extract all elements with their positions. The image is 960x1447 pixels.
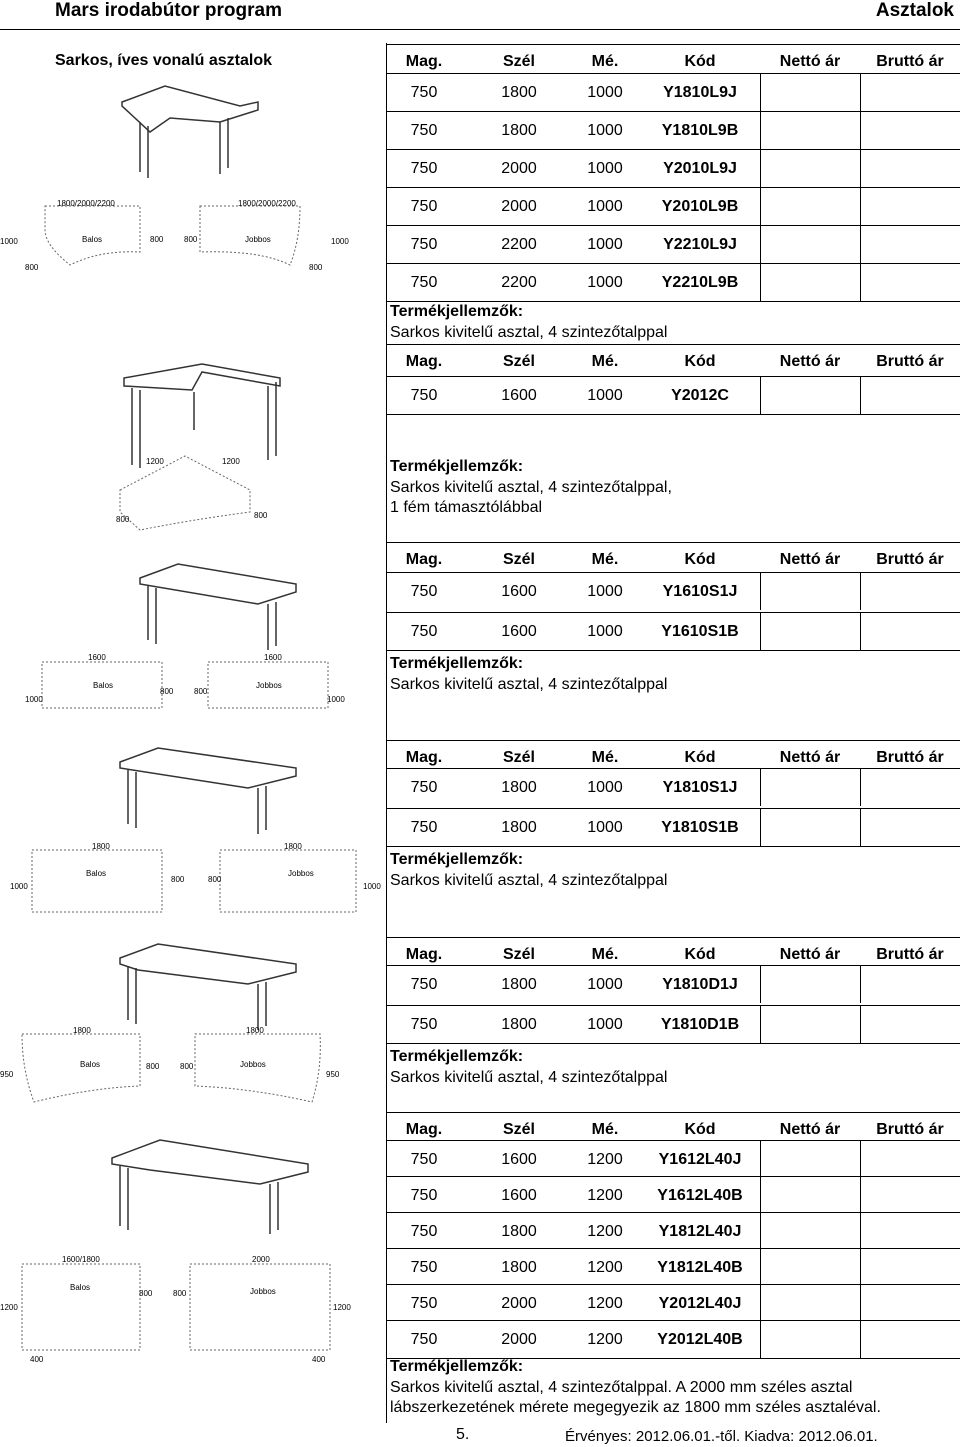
dimension-value: 1000 xyxy=(587,198,623,215)
desk-3d-drawing-1 xyxy=(120,82,260,182)
dimension-value: 750 xyxy=(410,1223,438,1240)
features-text: Sarkos kivitelű asztal, 4 szintezőtalppal, xyxy=(390,479,672,496)
row-divider xyxy=(386,808,960,809)
column-line xyxy=(860,768,861,806)
column-line xyxy=(760,768,761,806)
column-header: Szél xyxy=(502,1121,535,1138)
dim-label: 1200 xyxy=(222,457,240,466)
right-variant-label: Jobbos xyxy=(256,681,282,690)
dimension-value: 1000 xyxy=(587,236,623,253)
dim-label: 1600/1800 xyxy=(62,1255,100,1264)
column-line xyxy=(860,1176,861,1214)
dimension-value: 1800 xyxy=(501,976,537,993)
desk-plan-drawing-1 xyxy=(0,190,360,280)
dimension-value: 1000 xyxy=(587,274,623,291)
dim-label: 1800 xyxy=(284,842,302,851)
dim-label: 1800/2000/2200 xyxy=(238,199,296,208)
dimension-value: 1800 xyxy=(501,779,537,796)
column-line xyxy=(860,376,861,414)
column-line xyxy=(860,1005,861,1043)
row-divider xyxy=(386,846,960,847)
row-divider xyxy=(386,187,960,188)
product-code: Y1612L40J xyxy=(658,1151,742,1168)
row-divider xyxy=(386,612,960,613)
dimension-value: 750 xyxy=(410,1016,438,1033)
dim-label: 800 xyxy=(139,1289,153,1298)
row-divider xyxy=(386,965,960,966)
row-divider xyxy=(386,1112,960,1113)
dimension-value: 750 xyxy=(410,160,438,177)
row-divider xyxy=(386,937,960,938)
dimension-value: 750 xyxy=(410,1295,438,1312)
dimension-value: 1000 xyxy=(587,583,623,600)
column-header: Mag. xyxy=(405,551,443,568)
dimension-value: 2000 xyxy=(501,160,537,177)
product-code: Y2012C xyxy=(671,387,729,404)
features-text: Sarkos kivitelű asztal, 4 szintezőtalppal xyxy=(390,1069,668,1086)
column-line xyxy=(760,73,761,111)
column-line xyxy=(860,187,861,225)
product-code: Y1812L40B xyxy=(657,1259,743,1276)
column-line xyxy=(760,1212,761,1250)
dim-label: 800 xyxy=(146,1062,160,1071)
dimension-value: 1000 xyxy=(587,976,623,993)
product-code: Y1610S1J xyxy=(662,583,738,600)
dim-label: 1000 xyxy=(327,695,345,704)
dimension-value: 750 xyxy=(410,779,438,796)
row-divider xyxy=(386,1176,960,1177)
product-code: Y1810L9B xyxy=(661,122,739,139)
dimension-value: 1000 xyxy=(587,623,623,640)
features-label: Termékjellemzők: xyxy=(390,458,524,475)
features-label: Termékjellemzők: xyxy=(390,303,524,320)
row-divider xyxy=(386,149,960,150)
column-header: Nettó ár xyxy=(779,749,841,766)
desk-3d-drawing-3 xyxy=(138,560,298,650)
dimension-value: 750 xyxy=(410,84,438,101)
product-code: Y2012L40B xyxy=(657,1331,743,1348)
column-header: Nettó ár xyxy=(779,1121,841,1138)
column-header: Mag. xyxy=(405,53,443,70)
dimension-value: 1200 xyxy=(587,1331,623,1348)
row-divider xyxy=(386,1212,960,1213)
column-line xyxy=(860,73,861,111)
column-line xyxy=(760,1320,761,1358)
right-variant-label: Jobbos xyxy=(288,869,314,878)
dim-label: 1000 xyxy=(0,237,18,246)
dim-label: 1600 xyxy=(264,653,282,662)
product-code: Y2210L9B xyxy=(661,274,739,291)
desk-3d-drawing-5 xyxy=(118,940,298,1030)
dimension-value: 1600 xyxy=(501,1187,537,1204)
row-divider xyxy=(386,225,960,226)
left-variant-label: Balos xyxy=(93,681,114,690)
row-divider xyxy=(386,1043,960,1044)
product-code: Y2010L9B xyxy=(661,198,739,215)
left-variant-label: Balos xyxy=(80,1060,101,1069)
row-divider xyxy=(386,344,960,345)
column-header: Mag. xyxy=(405,946,443,963)
column-header: Kód xyxy=(684,53,716,70)
column-line xyxy=(760,1140,761,1178)
dim-label: 400 xyxy=(312,1355,326,1364)
column-header: Mé. xyxy=(591,53,619,70)
product-code: Y1812L40J xyxy=(658,1223,742,1240)
dimension-value: 1200 xyxy=(587,1223,623,1240)
column-header: Nettó ár xyxy=(779,946,841,963)
dimension-value: 750 xyxy=(410,583,438,600)
program-title: Mars irodabútor program xyxy=(55,0,282,21)
column-line xyxy=(760,1248,761,1286)
column-line xyxy=(860,1284,861,1322)
dim-label: 800 xyxy=(160,687,174,696)
row-divider xyxy=(386,414,960,415)
dimension-value: 1800 xyxy=(501,1223,537,1240)
dimension-value: 1000 xyxy=(587,84,623,101)
column-line xyxy=(860,1248,861,1286)
right-variant-label: Jobbos xyxy=(240,1060,266,1069)
product-code: Y1610S1B xyxy=(661,623,739,640)
column-header: Szél xyxy=(502,749,535,766)
column-line xyxy=(860,1140,861,1178)
column-header: Kód xyxy=(684,1121,716,1138)
dim-label: 800 xyxy=(254,511,268,520)
dimension-value: 1000 xyxy=(587,779,623,796)
dimension-value: 750 xyxy=(410,1187,438,1204)
left-variant-label: Balos xyxy=(82,235,103,244)
dimension-value: 750 xyxy=(410,387,438,404)
column-header: Nettó ár xyxy=(779,53,841,70)
dimension-value: 2200 xyxy=(501,236,537,253)
column-line xyxy=(760,111,761,149)
dimension-value: 1000 xyxy=(587,387,623,404)
column-line xyxy=(860,808,861,846)
dim-label: 800 xyxy=(194,687,208,696)
column-header: Mé. xyxy=(591,749,619,766)
dim-label: 1800 xyxy=(92,842,110,851)
features-text: lábszerkezetének mérete megegyezik az 1800 mm széles asztaléval. xyxy=(390,1399,881,1416)
product-code: Y2012L40J xyxy=(658,1295,742,1312)
right-variant-label: Jobbos xyxy=(250,1287,276,1296)
dim-label: 400 xyxy=(30,1355,44,1364)
column-header: Mé. xyxy=(591,551,619,568)
dim-label: 950 xyxy=(326,1070,340,1079)
column-header: Kód xyxy=(684,353,716,370)
column-line xyxy=(860,572,861,610)
row-divider xyxy=(386,1248,960,1249)
column-divider xyxy=(386,43,387,1423)
dimension-value: 1800 xyxy=(501,1259,537,1276)
column-line xyxy=(860,612,861,650)
dim-label: 1000 xyxy=(10,882,28,891)
desk-plan-drawing-2 xyxy=(110,450,280,540)
category-title: Asztalok xyxy=(875,0,954,21)
row-divider xyxy=(386,1005,960,1006)
column-header: Kód xyxy=(684,946,716,963)
features-label: Termékjellemzők: xyxy=(390,655,524,672)
features-text: Sarkos kivitelű asztal, 4 szintezőtalppal xyxy=(390,872,668,889)
dimension-value: 1600 xyxy=(501,1151,537,1168)
dimension-value: 2200 xyxy=(501,274,537,291)
column-line xyxy=(760,376,761,414)
column-header: Szél xyxy=(502,946,535,963)
row-divider xyxy=(386,44,960,45)
dim-label: 800 xyxy=(184,235,198,244)
column-header: Bruttó ár xyxy=(876,551,944,568)
dim-label: 2000 xyxy=(252,1255,270,1264)
dimension-value: 750 xyxy=(410,122,438,139)
row-divider xyxy=(386,542,960,543)
column-header: Nettó ár xyxy=(779,353,841,370)
column-header: Mag. xyxy=(405,353,443,370)
features-text: Sarkos kivitelű asztal, 4 szintezőtalppal xyxy=(390,324,668,341)
column-line xyxy=(760,187,761,225)
features-label: Termékjellemzők: xyxy=(390,851,524,868)
column-header: Nettó ár xyxy=(779,551,841,568)
column-line xyxy=(760,965,761,1003)
column-line xyxy=(860,1212,861,1250)
column-line xyxy=(760,612,761,650)
dimension-value: 1600 xyxy=(501,387,537,404)
dimension-value: 1000 xyxy=(587,819,623,836)
column-header: Bruttó ár xyxy=(876,53,944,70)
column-header: Mé. xyxy=(591,353,619,370)
column-header: Szél xyxy=(502,551,535,568)
column-line xyxy=(760,808,761,846)
dim-label: 1800 xyxy=(73,1026,91,1035)
dim-label: 1200 xyxy=(146,457,164,466)
column-line xyxy=(860,225,861,263)
column-line xyxy=(860,111,861,149)
product-code: Y1810S1B xyxy=(661,819,739,836)
right-variant-label: Jobbos xyxy=(245,235,271,244)
column-line xyxy=(760,572,761,610)
features-text: 1 fém támasztólábbal xyxy=(390,499,543,516)
dim-label: 1200 xyxy=(0,1303,18,1312)
row-divider xyxy=(386,301,960,302)
dimension-value: 750 xyxy=(410,623,438,640)
dim-label: 800 xyxy=(173,1289,187,1298)
dim-label: 800 xyxy=(116,515,130,524)
column-header: Mé. xyxy=(591,946,619,963)
desk-3d-drawing-4 xyxy=(118,744,298,834)
column-header: Mag. xyxy=(405,1121,443,1138)
column-header: Bruttó ár xyxy=(876,1121,944,1138)
dim-label: 950 xyxy=(0,1070,14,1079)
row-divider xyxy=(386,1140,960,1141)
product-code: Y2210L9J xyxy=(663,236,737,253)
column-header: Bruttó ár xyxy=(876,946,944,963)
dimension-value: 750 xyxy=(410,976,438,993)
column-header: Mé. xyxy=(591,1121,619,1138)
dimension-value: 750 xyxy=(410,236,438,253)
dim-label: 800 xyxy=(150,235,164,244)
dim-label: 1800 xyxy=(246,1026,264,1035)
dimension-value: 1000 xyxy=(587,122,623,139)
row-divider xyxy=(386,650,960,651)
dimension-value: 750 xyxy=(410,274,438,291)
column-header: Bruttó ár xyxy=(876,749,944,766)
column-line xyxy=(860,263,861,301)
left-variant-label: Balos xyxy=(86,869,107,878)
product-code: Y2010L9J xyxy=(663,160,737,177)
product-code: Y1810S1J xyxy=(662,779,738,796)
dimension-value: 750 xyxy=(410,198,438,215)
dimension-value: 750 xyxy=(410,1259,438,1276)
features-label: Termékjellemzők: xyxy=(390,1358,524,1375)
column-line xyxy=(860,965,861,1003)
dimension-value: 1200 xyxy=(587,1151,623,1168)
dim-label: 800 xyxy=(309,263,323,272)
dim-label: 800 xyxy=(180,1062,194,1071)
column-line xyxy=(760,1005,761,1043)
dimension-value: 750 xyxy=(410,1151,438,1168)
column-line xyxy=(860,149,861,187)
dim-label: 800 xyxy=(208,875,222,884)
row-divider xyxy=(386,376,960,377)
features-text: Sarkos kivitelű asztal, 4 szintezőtalppal xyxy=(390,676,668,693)
dimension-value: 750 xyxy=(410,819,438,836)
dimension-value: 750 xyxy=(410,1331,438,1348)
column-header: Szél xyxy=(502,53,535,70)
row-divider xyxy=(386,263,960,264)
column-header: Bruttó ár xyxy=(876,353,944,370)
row-divider xyxy=(386,73,960,74)
dimension-value: 1000 xyxy=(587,160,623,177)
features-label: Termékjellemzők: xyxy=(390,1048,524,1065)
product-code: Y1810D1J xyxy=(662,976,738,993)
row-divider xyxy=(386,572,960,573)
desk-plan-drawing-4 xyxy=(30,848,370,908)
dimension-value: 1200 xyxy=(587,1187,623,1204)
column-line xyxy=(760,263,761,301)
dim-label: 800 xyxy=(25,263,39,272)
dim-label: 1000 xyxy=(363,882,381,891)
dim-label: 1600 xyxy=(88,653,106,662)
column-header: Mag. xyxy=(405,749,443,766)
product-code: Y1612L40B xyxy=(657,1187,743,1204)
dim-label: 1000 xyxy=(25,695,43,704)
row-divider xyxy=(386,111,960,112)
page-number: 5. xyxy=(456,1426,470,1443)
dimension-value: 1800 xyxy=(501,819,537,836)
dimension-value: 2000 xyxy=(501,1295,537,1312)
dim-label: 1800/2000/2200 xyxy=(57,199,115,208)
dimension-value: 1000 xyxy=(587,1016,623,1033)
dim-label: 800 xyxy=(171,875,185,884)
section-title: Sarkos, íves vonalú asztalok xyxy=(55,52,272,69)
column-line xyxy=(760,149,761,187)
column-line xyxy=(760,1284,761,1322)
dimension-value: 1800 xyxy=(501,84,537,101)
validity-note: Érvényes: 2012.06.01.-től. Kiadva: 2012.06.01. xyxy=(565,1428,878,1445)
row-divider xyxy=(386,1320,960,1321)
desk-3d-drawing-6 xyxy=(110,1136,310,1236)
row-divider xyxy=(386,768,960,769)
column-header: Kód xyxy=(684,551,716,568)
product-code: Y1810D1B xyxy=(660,1016,740,1033)
dimension-value: 2000 xyxy=(501,1331,537,1348)
features-text: Sarkos kivitelű asztal, 4 szintezőtalppal. A 2000 mm széles asztal xyxy=(390,1379,853,1396)
desk-plan-drawing-3 xyxy=(40,660,340,720)
dimension-value: 1200 xyxy=(587,1259,623,1276)
dimension-value: 1600 xyxy=(501,623,537,640)
column-line xyxy=(760,225,761,263)
dim-label: 1200 xyxy=(333,1303,351,1312)
row-divider xyxy=(386,1284,960,1285)
dim-label: 1000 xyxy=(331,237,349,246)
row-divider xyxy=(386,740,960,741)
desk-plan-drawing-6 xyxy=(20,1262,350,1352)
column-header: Szél xyxy=(502,353,535,370)
column-line xyxy=(760,1176,761,1214)
column-header: Kód xyxy=(684,749,716,766)
left-variant-label: Balos xyxy=(70,1283,91,1292)
product-code: Y1810L9J xyxy=(663,84,737,101)
dimension-value: 1800 xyxy=(501,1016,537,1033)
column-line xyxy=(860,1320,861,1358)
dimension-value: 2000 xyxy=(501,198,537,215)
dimension-value: 1800 xyxy=(501,122,537,139)
dimension-value: 1200 xyxy=(587,1295,623,1312)
dimension-value: 1600 xyxy=(501,583,537,600)
